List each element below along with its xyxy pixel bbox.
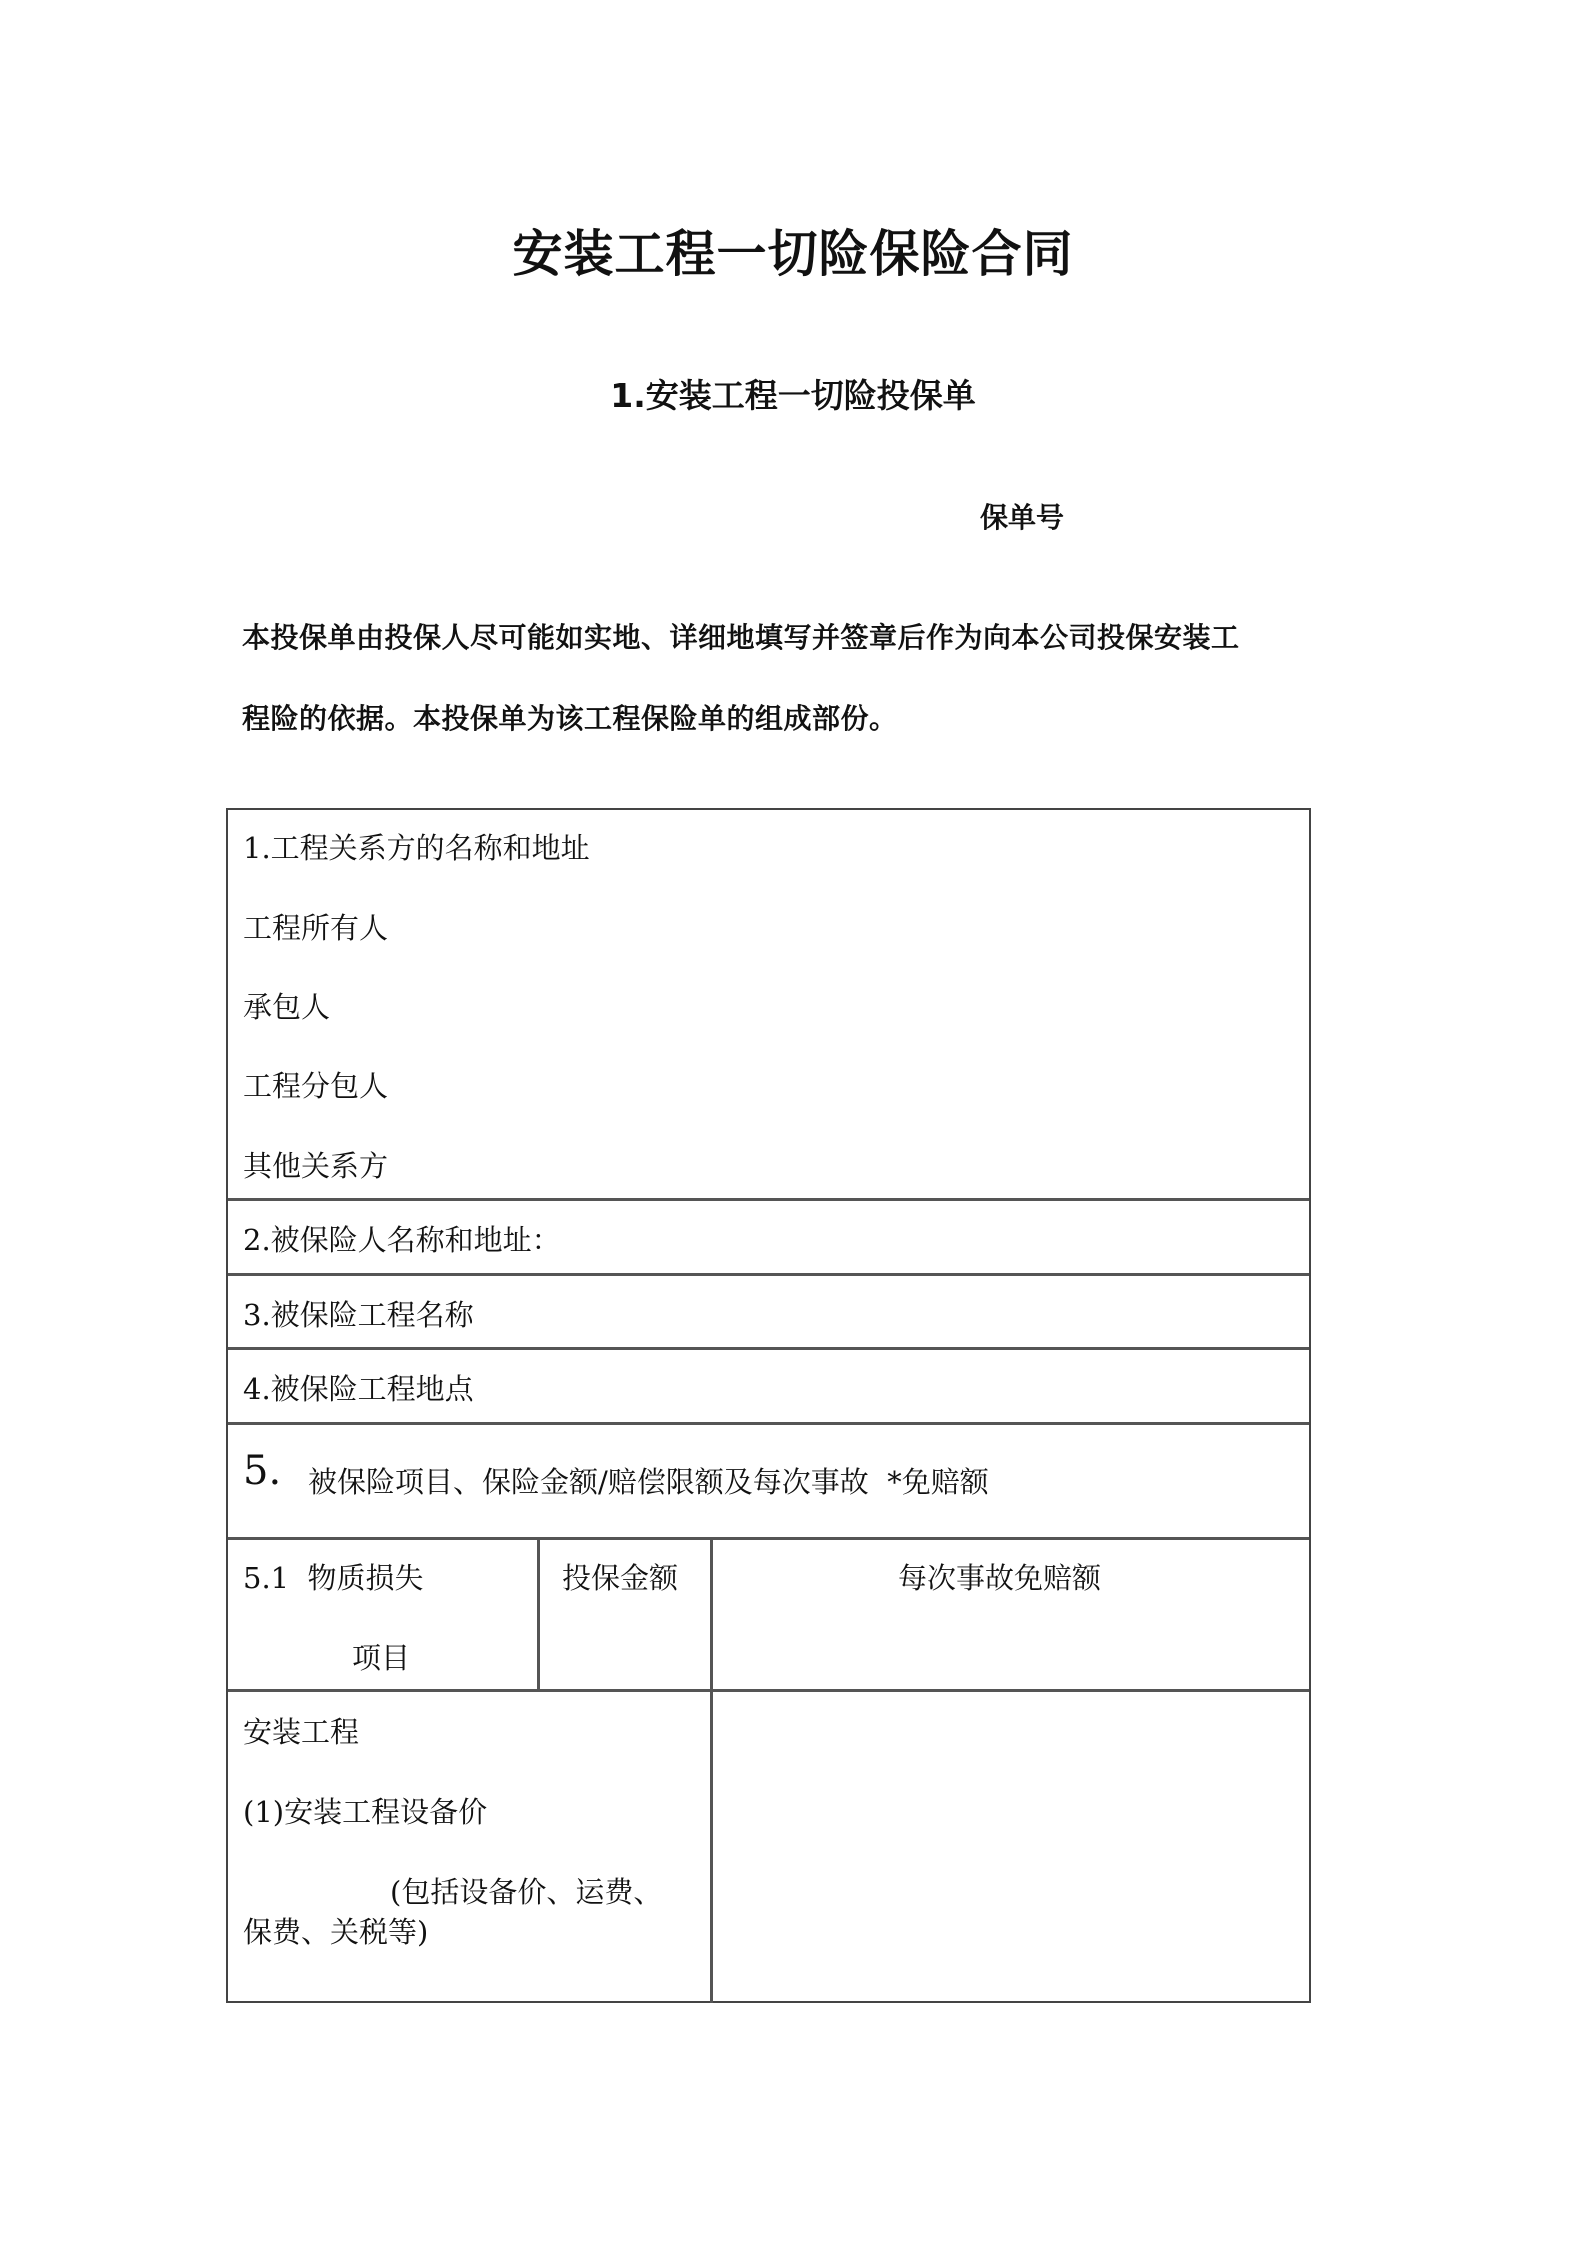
form-subtitle: 1.安装工程一切险投保单 — [610, 376, 976, 415]
insured-project-name-label: 3.被保险工程名称 — [243, 1298, 474, 1332]
row-divider — [228, 1347, 1309, 1350]
equipment-price-label: (1)安装工程设备价 — [243, 1795, 488, 1829]
project-owner-label: 工程所有人 — [243, 911, 389, 945]
equipment-price-note-line-2: 保费、关税等) — [243, 1915, 429, 1949]
subcontractor-label: 工程分包人 — [243, 1069, 389, 1103]
document-title: 安装工程一切险保险合同 — [512, 225, 1074, 283]
application-form-table — [226, 808, 1311, 2003]
insured-name-address-label: 2.被保险人名称和地址： — [243, 1223, 561, 1257]
installation-works-label: 安装工程 — [243, 1715, 360, 1749]
sum-insured-header: 投保金额 — [562, 1561, 679, 1595]
row-divider — [228, 1422, 1309, 1425]
column-divider — [710, 1537, 713, 2003]
row-divider — [228, 1537, 1309, 1540]
section-5-number: 5. — [243, 1448, 282, 1494]
row-divider — [228, 1273, 1309, 1276]
intro-paragraph-line-1: 本投保单由投保人尽可能如实地、详细地填写并签章后作为向本公司投保安装工 — [242, 621, 1240, 654]
material-damage-item-label: 5.1 物质损失 — [243, 1561, 424, 1595]
contractor-label: 承包人 — [243, 990, 331, 1024]
row-divider — [228, 1198, 1309, 1201]
section-5-title: 被保险项目、保险金额/赔偿限额及每次事故 *免赔额 — [308, 1465, 989, 1499]
parties-heading: 1.工程关系方的名称和地址 — [243, 831, 590, 865]
row-divider — [228, 1689, 1309, 1692]
equipment-price-note-line-1: (包括设备价、运费、 — [390, 1875, 663, 1909]
item-label: 项目 — [352, 1641, 411, 1675]
column-divider — [537, 1537, 540, 1689]
insured-project-location-label: 4.被保险工程地点 — [243, 1372, 474, 1406]
other-parties-label: 其他关系方 — [243, 1149, 389, 1183]
deductible-header: 每次事故免赔额 — [898, 1561, 1102, 1595]
policy-number-label: 保单号 — [980, 501, 1065, 534]
intro-paragraph-line-2: 程险的依据。本投保单为该工程保险单的组成部份。 — [242, 702, 898, 735]
